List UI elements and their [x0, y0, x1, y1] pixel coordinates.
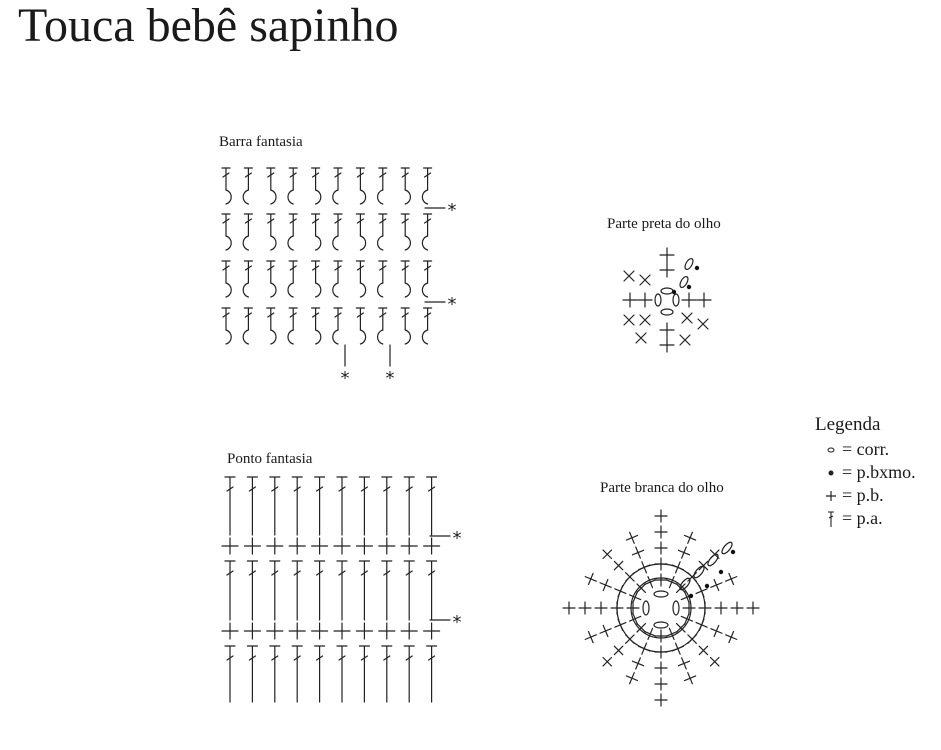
single-crochet-mark [636, 333, 646, 343]
post-stitch-hook [288, 330, 293, 344]
post-stitch-mark [312, 168, 320, 190]
post-stitch-hook [316, 236, 321, 250]
ponto-fantasia-label: Ponto fantasia [227, 451, 313, 467]
slip-stitch-mark [705, 584, 709, 588]
double-crochet-mark [337, 561, 347, 620]
chain-mark [661, 309, 673, 315]
post-stitch-mark [222, 261, 230, 283]
post-stitch-mark [356, 308, 364, 330]
ponto-fantasia-chart [222, 477, 462, 702]
single-crochet-mark [672, 562, 683, 573]
post-stitch-mark [334, 214, 342, 236]
double-crochet-mark [427, 646, 437, 702]
double-crochet-mark [247, 477, 257, 535]
post-stitch-mark [356, 168, 364, 190]
post-stitch-hook [333, 236, 338, 250]
single-crochet-mark [685, 532, 696, 543]
post-stitch-mark [289, 308, 297, 330]
single-crochet-mark [697, 293, 711, 307]
parte-preta-label: Parte preta do olho [607, 216, 721, 232]
post-stitch-hook [226, 190, 231, 204]
post-stitch-hook [378, 330, 383, 344]
double-crochet-mark [382, 561, 392, 620]
single-crochet-mark [603, 550, 611, 558]
double-crochet-mark [292, 646, 302, 702]
post-stitch-hook [271, 236, 276, 250]
single-crochet-mark [401, 538, 417, 554]
post-stitch-mark [424, 168, 432, 190]
post-stitch-mark [334, 168, 342, 190]
post-stitch-hook [288, 190, 293, 204]
chain-mark [692, 565, 706, 580]
page-title: Touca bebê sapinho [18, 0, 399, 52]
single-crochet-mark [424, 623, 440, 639]
single-crochet-mark [595, 602, 607, 614]
chain-mark [706, 553, 720, 568]
single-crochet-icon [823, 490, 839, 502]
post-stitch-mark [379, 168, 387, 190]
single-crochet-mark [585, 632, 596, 643]
post-stitch-hook [422, 283, 427, 297]
barra-fantasia-chart [222, 168, 457, 389]
single-crochet-mark [711, 579, 722, 590]
single-crochet-mark [334, 538, 350, 554]
single-crochet-mark [563, 602, 575, 614]
double-crochet-mark [337, 646, 347, 702]
post-stitch-mark [379, 261, 387, 283]
legend-item-single [815, 484, 916, 507]
double-crochet-mark [270, 646, 280, 702]
post-stitch-hook [378, 283, 383, 297]
post-stitch-mark [356, 214, 364, 236]
legend-item-slip [815, 461, 916, 484]
post-stitch-mark [379, 308, 387, 330]
post-stitch-hook [378, 190, 383, 204]
single-crochet-mark [726, 573, 737, 584]
single-crochet-mark [267, 623, 283, 639]
single-crochet-mark [639, 643, 650, 654]
double-crochet-mark [315, 477, 325, 535]
legend-text-chain: = corr. [842, 439, 890, 459]
double-crochet-mark [382, 646, 392, 702]
single-crochet-mark [688, 635, 696, 643]
post-stitch-hook [316, 283, 321, 297]
post-stitch-mark [244, 214, 252, 236]
single-crochet-mark [244, 623, 260, 639]
double-crochet-mark [225, 646, 235, 702]
single-crochet-mark [289, 623, 305, 639]
post-stitch-mark [267, 214, 275, 236]
chain-mark [661, 288, 673, 294]
post-stitch-mark [289, 214, 297, 236]
barra-fantasia-label: Barra fantasia [219, 134, 303, 150]
post-stitch-mark [312, 214, 320, 236]
legend-text-slip: = p.bxmo. [842, 462, 916, 482]
double-crochet-mark [427, 561, 437, 620]
post-stitch-hook [243, 330, 248, 344]
double-crochet-mark [427, 477, 437, 535]
post-stitch-mark [312, 261, 320, 283]
post-stitch-hook [360, 190, 365, 204]
single-crochet-mark [356, 538, 372, 554]
slip-stitch-mark [689, 594, 693, 598]
single-crochet-mark [379, 623, 395, 639]
post-stitch-hook [405, 330, 410, 344]
post-stitch-mark [424, 214, 432, 236]
post-stitch-mark [222, 308, 230, 330]
chain-mark [643, 601, 649, 615]
slip-stitch-mark [687, 285, 691, 289]
double-crochet-mark [270, 477, 280, 535]
single-crochet-mark [660, 263, 674, 277]
post-stitch-hook [333, 283, 338, 297]
double-crochet-mark [292, 561, 302, 620]
single-crochet-mark [683, 602, 695, 614]
post-stitch-hook [405, 190, 410, 204]
single-crochet-mark [655, 526, 667, 538]
repeat-marker: * [452, 612, 462, 633]
post-stitch-hook [316, 190, 321, 204]
post-stitch-hook [333, 190, 338, 204]
double-crochet-mark [337, 477, 347, 535]
single-crochet-mark [682, 313, 692, 323]
post-stitch-mark [267, 261, 275, 283]
post-stitch-hook [422, 330, 427, 344]
single-crochet-mark [655, 510, 667, 522]
post-stitch-hook [405, 283, 410, 297]
post-stitch-mark [289, 168, 297, 190]
post-stitch-hook [271, 330, 276, 344]
single-crochet-mark [632, 658, 643, 669]
single-crochet-mark [711, 625, 722, 636]
single-crochet-mark [638, 293, 652, 307]
post-stitch-hook [333, 330, 338, 344]
double-crochet-mark [404, 477, 414, 535]
single-crochet-mark [696, 619, 707, 630]
post-stitch-hook [271, 190, 276, 204]
single-crochet-mark [655, 574, 667, 586]
post-stitch-mark [379, 214, 387, 236]
single-crochet-mark [685, 673, 696, 684]
single-crochet-mark [688, 573, 696, 581]
post-stitch-mark [244, 261, 252, 283]
single-crochet-mark [600, 625, 611, 636]
parte-preta-chart [623, 248, 711, 352]
single-crochet-mark [312, 623, 328, 639]
single-crochet-mark [424, 538, 440, 554]
single-crochet-mark [356, 623, 372, 639]
post-stitch-hook [226, 330, 231, 344]
single-crochet-mark [726, 632, 737, 643]
single-crochet-mark [660, 248, 674, 262]
single-crochet-mark [312, 538, 328, 554]
single-crochet-mark [655, 542, 667, 554]
single-crochet-mark [731, 602, 743, 614]
single-crochet-mark [640, 275, 650, 285]
single-crochet-mark [655, 646, 667, 658]
chain-mark [654, 591, 668, 597]
double-crochet-mark [359, 477, 369, 535]
double-crochet-mark [247, 646, 257, 702]
post-stitch-hook [422, 190, 427, 204]
parte-branca-label: Parte branca do olho [600, 480, 724, 496]
single-crochet-mark [615, 586, 626, 597]
post-stitch-hook [405, 236, 410, 250]
post-stitch-hook [271, 283, 276, 297]
single-crochet-mark [222, 623, 238, 639]
single-crochet-mark [640, 315, 650, 325]
single-crochet-mark [715, 602, 727, 614]
legend-text-single: = p.b. [842, 485, 884, 505]
double-crochet-mark [225, 561, 235, 620]
post-stitch-mark [244, 308, 252, 330]
slip-stitch-mark [695, 266, 699, 270]
single-crochet-mark [624, 315, 634, 325]
single-crochet-mark [626, 635, 634, 643]
single-crochet-mark [615, 619, 626, 630]
post-stitch-mark [312, 308, 320, 330]
chain-mark [673, 601, 679, 615]
single-crochet-mark [639, 562, 650, 573]
single-crochet-mark [401, 623, 417, 639]
post-stitch-mark [334, 261, 342, 283]
single-crochet-mark [626, 673, 637, 684]
single-crochet-mark [699, 602, 711, 614]
single-crochet-mark [614, 561, 622, 569]
chain-mark [673, 294, 679, 306]
double-crochet-mark [315, 646, 325, 702]
single-crochet-mark [680, 335, 690, 345]
chain-mark [683, 257, 694, 270]
post-stitch-mark [401, 214, 409, 236]
post-stitch-hook [243, 236, 248, 250]
single-crochet-mark [623, 293, 637, 307]
legend-item-double [815, 507, 916, 530]
post-stitch-mark [222, 214, 230, 236]
single-crochet-mark [600, 579, 611, 590]
legend-item-chain [815, 438, 916, 461]
single-crochet-mark [627, 602, 639, 614]
single-crochet-mark [289, 538, 305, 554]
single-crochet-mark [660, 338, 674, 352]
single-crochet-mark [747, 602, 759, 614]
single-crochet-mark [672, 643, 683, 654]
post-stitch-mark [356, 261, 364, 283]
single-crochet-mark [655, 558, 667, 570]
single-crochet-mark [678, 547, 689, 558]
repeat-marker: * [447, 200, 457, 221]
post-stitch-hook [288, 236, 293, 250]
single-crochet-mark [698, 319, 708, 329]
double-crochet-mark [247, 561, 257, 620]
single-crochet-mark [699, 561, 707, 569]
double-crochet-mark [382, 477, 392, 535]
double-crochet-mark [292, 477, 302, 535]
post-stitch-mark [267, 168, 275, 190]
single-crochet-mark [611, 602, 623, 614]
post-stitch-hook [226, 236, 231, 250]
post-stitch-hook [422, 236, 427, 250]
post-stitch-mark [334, 308, 342, 330]
double-crochet-mark [404, 561, 414, 620]
single-crochet-mark [632, 547, 643, 558]
repeat-marker: * [452, 528, 462, 549]
legend-title: Legenda [815, 414, 881, 435]
double-crochet-mark [404, 646, 414, 702]
single-crochet-mark [626, 532, 637, 543]
chain-mark [654, 622, 668, 628]
post-stitch-mark [401, 168, 409, 190]
double-crochet-mark [359, 646, 369, 702]
double-crochet-mark [225, 477, 235, 535]
legend-text-double: = p.a. [842, 508, 883, 528]
post-stitch-hook [243, 283, 248, 297]
slip-stitch-mark [719, 570, 723, 574]
single-crochet-mark [626, 573, 634, 581]
slip-stitch-mark [672, 290, 676, 294]
single-crochet-mark [267, 538, 283, 554]
single-crochet-mark [682, 293, 696, 307]
post-stitch-mark [244, 168, 252, 190]
post-stitch-mark [424, 308, 432, 330]
post-stitch-hook [316, 330, 321, 344]
post-stitch-hook [360, 236, 365, 250]
chain-mark [655, 294, 661, 306]
single-crochet-mark [660, 323, 674, 337]
single-crochet-mark [579, 602, 591, 614]
legend [815, 414, 916, 530]
repeat-marker: * [447, 294, 457, 315]
post-stitch-mark [424, 261, 432, 283]
post-stitch-hook [243, 190, 248, 204]
post-stitch-hook [360, 330, 365, 344]
single-crochet-mark [222, 538, 238, 554]
single-crochet-mark [244, 538, 260, 554]
single-crochet-mark [655, 662, 667, 674]
post-stitch-mark [401, 308, 409, 330]
single-crochet-mark [699, 646, 707, 654]
single-crochet-mark [585, 573, 596, 584]
single-crochet-mark [655, 694, 667, 706]
double-crochet-mark [315, 561, 325, 620]
parte-branca-chart [563, 510, 759, 706]
double-crochet-icon [823, 510, 839, 528]
single-crochet-mark [655, 630, 667, 642]
post-stitch-hook [378, 236, 383, 250]
post-stitch-mark [289, 261, 297, 283]
repeat-marker: * [340, 368, 350, 389]
post-stitch-hook [288, 283, 293, 297]
double-crochet-mark [359, 561, 369, 620]
slip-stitch-mark [731, 550, 735, 554]
post-stitch-hook [226, 283, 231, 297]
chain-icon [823, 446, 839, 454]
double-crochet-mark [270, 561, 280, 620]
slip-stitch-icon [823, 469, 839, 477]
single-crochet-mark [710, 657, 718, 665]
post-stitch-mark [267, 308, 275, 330]
single-crochet-mark [655, 678, 667, 690]
post-stitch-hook [360, 283, 365, 297]
single-crochet-mark [334, 623, 350, 639]
post-stitch-mark [401, 261, 409, 283]
single-crochet-mark [379, 538, 395, 554]
single-crochet-mark [614, 646, 622, 654]
single-crochet-mark [624, 271, 634, 281]
single-crochet-mark [603, 657, 611, 665]
repeat-marker: * [385, 368, 395, 389]
post-stitch-mark [222, 168, 230, 190]
single-crochet-mark [678, 658, 689, 669]
